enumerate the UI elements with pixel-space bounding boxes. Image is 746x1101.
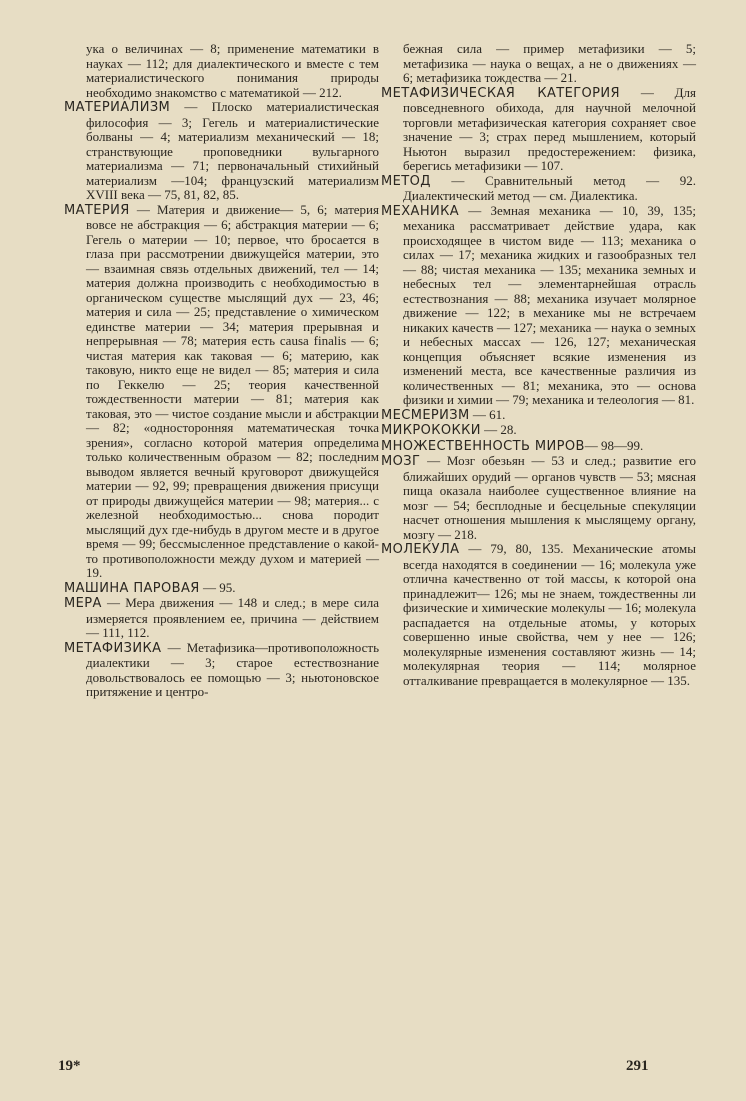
index-entry <box>381 454 696 542</box>
index-entry <box>64 100 379 203</box>
entry-text: — Мозг обезьян — 53 и след.; развитие его ближайших орудий — органов чувств — 53; мясная пища оказала наиболее существенное влияние на мозг — 54; бесплодные и бесцельные спекуляции насчет отношения мышления к мыслящему органу, мозгу — 218. <box>403 453 696 542</box>
index-entry <box>381 42 696 86</box>
index-entry <box>381 174 696 204</box>
entry-term: МОЗГ <box>381 454 421 469</box>
entry-term: МАТЕРИЯ <box>64 202 130 218</box>
entry-term: МЕТОД <box>381 173 431 189</box>
signature-mark: 19* <box>58 1058 81 1074</box>
index-entry <box>381 408 696 424</box>
entry-text: бежная сила — пример метафизики — 5; метафизика — наука о вещах, а не о движениях — 6; метафизика тождества — 21. <box>403 41 696 85</box>
entry-term: МНОЖЕСТВЕННОСТЬ МИРОВ <box>381 438 585 454</box>
index-entry <box>64 42 379 100</box>
entry-text: — 95. <box>199 579 236 595</box>
entry-term: МЕТАФИЗИЧЕСКАЯ КАТЕГОРИЯ <box>381 85 620 101</box>
entry-text: — Материя и движение— 5, 6; материя вовсе не абстракция — 6; абстракция материи — 6; Гегель о материи — 10; первое, что бросается в глаза при рассмотрении движущейся материи, это — взаимная связь отдельных движений, тел — 14; материя должна производить с необходимостью в органическом существе мыслящий дух — 23, 46; материя и сила — 25; представление о химическом единстве материи — 34; материя прерывная и непрерывная — 78; материя есть causa finalis — 6; чистая материя как таковая — 6; материю, как таковую, никто еще не видел — 85; материя и сила по Геккелю — 25; теория качественной тождественности материи — 81; материя как таковая, это — чистое создание мысли и абстракции — 82; «односторонняя математическая точка зрения», согласно которой материя определима только количественным образом — 82; последним выводом является вечный круговорот движущейся материи — 92, 99; превращения движения присущи от природы движущейся материи — 98; материя... с железной необходимостью... снова породит мыслящий дух где-нибудь в другом месте и в другое время — 99; бессмысленное представление о какой-то противоположности между духом и материей — 19. <box>86 201 379 580</box>
entry-text: — Мера движения — 148 и след.; в мере сила измеряется проявлением ее, причина — действием — 111, 112. <box>86 595 379 640</box>
index-entry <box>381 439 696 455</box>
entry-text: — Плоско материалистическая философия — 3; Гегель и материалистические болваны — 4; материализм механический — 18; странствующие проповедники вульгарного материализма — 71; первоначальный стихийный материализм —104; французский материализм XVIII века — 75, 81, 82, 85. <box>86 99 379 202</box>
entry-text: — 98—99. <box>584 437 644 453</box>
index-entry <box>381 204 696 408</box>
page-number: 291 <box>626 1058 649 1074</box>
right-column <box>381 42 696 688</box>
index-entry <box>381 86 696 174</box>
index-entry <box>64 641 379 700</box>
entry-text: ука о величинах — 8; применение математики в науках — 112; для диалектического и вместе с тем материалистического понимания природы необходимо знакомство с математикой — 212. <box>86 41 379 100</box>
entry-term: МАШИНА ПАРОВАЯ <box>64 580 200 596</box>
entry-term: МЕСМЕРИЗМ <box>381 407 470 423</box>
index-entry <box>64 581 379 597</box>
entry-text: — 79, 80, 135. Механические атомы всегда находятся в соединении — 16; молекула уже отлична качественно от той массы, к которой она принадлежит— 126; мы не знаем, тождественны ли физические и химические молекулы — 16; молекула распадается на отдельные атомы, у которых совершенно иные свойства, чем у нее — 126; молекулярные изменения составляют жизнь — 14; молекулярная теория — 114; молярное отталкивание превращается в молекулярное — 135. <box>403 541 696 688</box>
left-column <box>64 42 379 700</box>
entry-term: МЕТАФИЗИКА <box>64 640 162 656</box>
entry-text: — 28. <box>480 422 517 437</box>
index-entry <box>381 542 696 688</box>
entry-term: МЕРА <box>64 596 102 611</box>
entry-text: — Сравнительный метод — 92. Диалектический метод — см. Диалектика. <box>403 172 696 203</box>
entry-text: — Для повседневного обихода, для научной мелочной торговли метафизическая категория сохраняет свое значение — 3; страх перед мышлением, который Ньютон выразил предостережением: физика, берегись метафизики — 107. <box>403 84 696 173</box>
entry-text: — 61. <box>469 406 506 422</box>
entry-text: — Земная механика — 10, 39, 135; механика рассматривает действие удара, как происходящее в чистом виде — 113; механика о силах — 17; механика жидких и газообразных тел — 88; чистая механика — 135; механика земных и небесных тел — элементарнейшая отрасль естествознания — 88; механика изучает молярное движение — 122; в механике мы не встречаем никаких качеств — 127; механика — наука о земных и небесных массах — 126, 127; механическая концепция объясняет всякие изменения из изменений места, все качественные различия из количественных — 81; механика, это — основа физики и химии — 79; механика и телеология — 81. <box>403 202 696 407</box>
entry-term: МОЛЕКУЛА <box>381 542 460 557</box>
entry-term: МЕХАНИКА <box>381 203 460 219</box>
entry-term: МИКРОКОККИ <box>381 423 481 438</box>
entry-text: — Метафизика—противоположность диалектики — 3; старое естествознание довольствовалось ее помощью — 3; ньютоновское притяжение и центро- <box>86 639 379 699</box>
index-entry <box>381 423 696 439</box>
index-entry <box>64 596 379 641</box>
index-entry <box>64 203 379 581</box>
entry-term: МАТЕРИАЛИЗМ <box>64 100 171 115</box>
